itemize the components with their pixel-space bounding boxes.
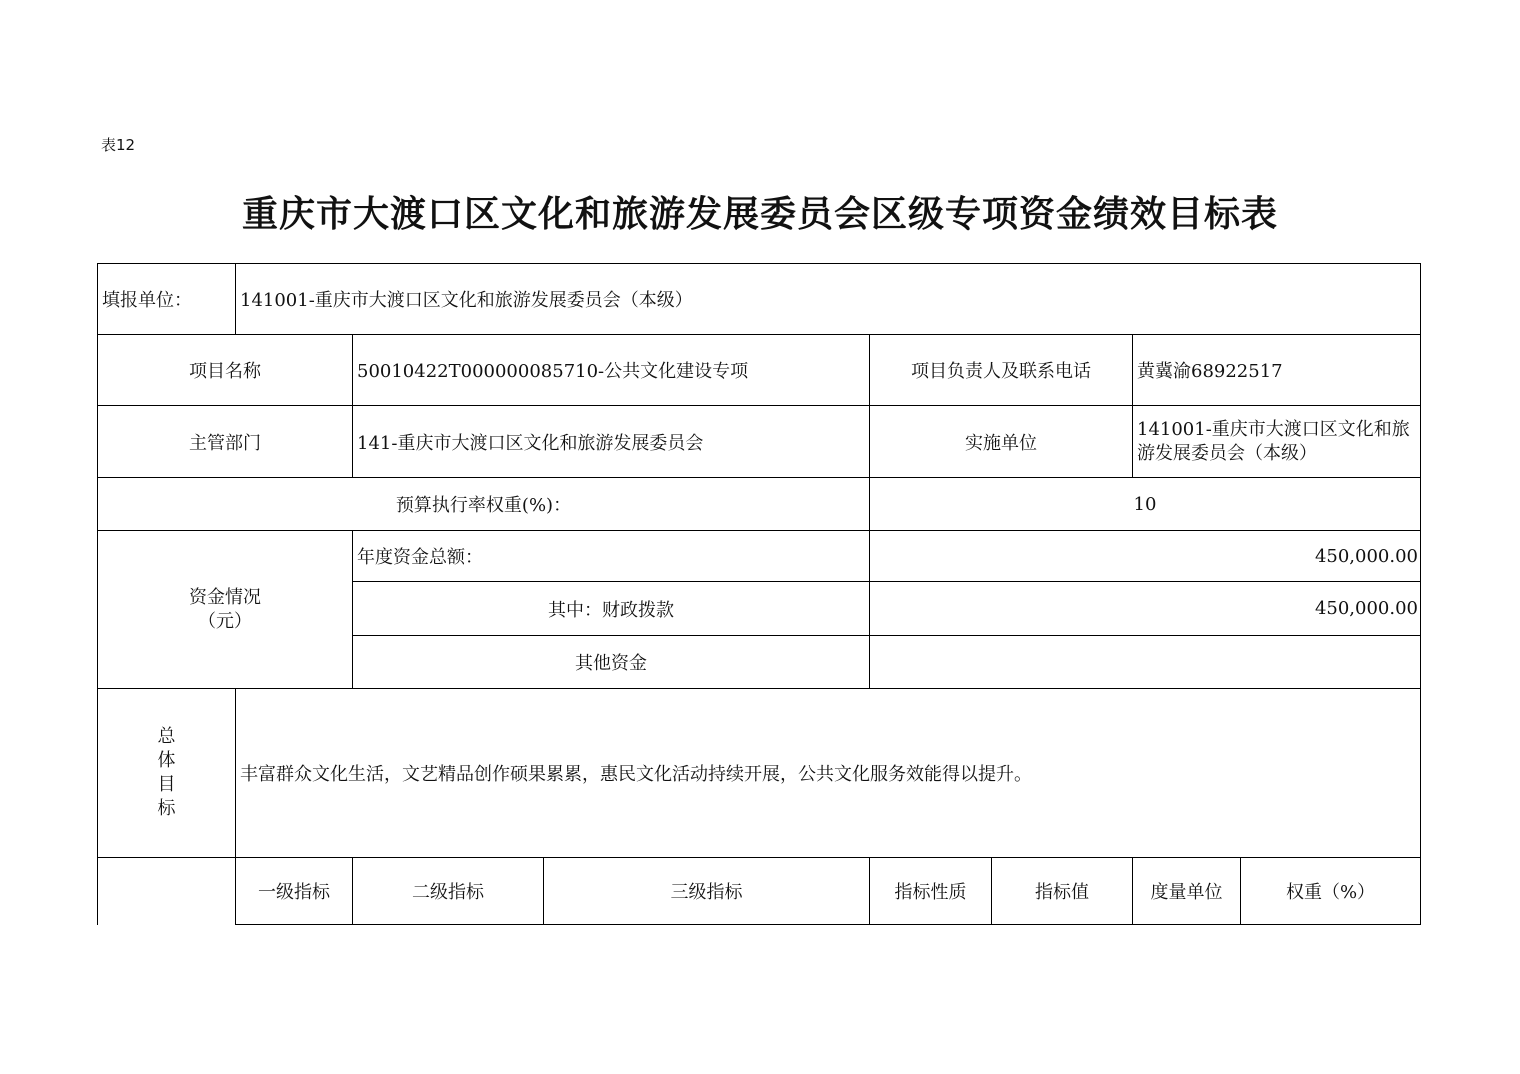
performance-target-table xyxy=(97,263,1421,925)
indicator-header-nature: 指标性质 xyxy=(870,858,992,925)
owner-value: 黄冀渝68922517 xyxy=(1133,335,1421,406)
project-name-label: 项目名称 xyxy=(98,335,353,406)
indicator-header-level3: 三级指标 xyxy=(544,858,870,925)
funds-label xyxy=(98,531,353,689)
project-name-value: 50010422T000000085710-公共文化建设专项 xyxy=(353,335,870,406)
budget-weight-value: 10 xyxy=(870,478,1421,531)
goal-label-char: 体 xyxy=(157,750,176,771)
other-funds-label: 其他资金 xyxy=(353,636,870,689)
funds-label-line2: （元） xyxy=(198,610,252,632)
page-title: 重庆市大渡口区文化和旅游发展委员会区级专项资金绩效目标表 xyxy=(241,194,1278,235)
indicator-header-level2: 二级指标 xyxy=(353,858,544,925)
indicator-header-level1: 一级指标 xyxy=(236,858,353,925)
annual-total-label: 年度资金总额： xyxy=(353,531,870,582)
overall-goal-row xyxy=(98,689,1421,858)
indicator-blank-cell xyxy=(98,858,236,925)
dept-label: 主管部门 xyxy=(98,406,353,478)
dept-value: 141-重庆市大渡口区文化和旅游发展委员会 xyxy=(353,406,870,478)
annual-total-row xyxy=(98,531,1421,582)
department-row xyxy=(98,406,1421,478)
unit-row xyxy=(98,264,1421,335)
table-number: 表12 xyxy=(101,136,136,154)
indicator-header-weight: 权重（%） xyxy=(1241,858,1421,925)
indicator-header-row xyxy=(98,858,1421,925)
budget-weight-label: 预算执行率权重(%)： xyxy=(98,478,870,531)
impl-label: 实施单位 xyxy=(870,406,1133,478)
other-funds-value xyxy=(870,636,1421,689)
owner-label: 项目负责人及联系电话 xyxy=(870,335,1133,406)
fiscal-value: 450,000.00 xyxy=(870,582,1421,636)
annual-total-value: 450,000.00 xyxy=(870,531,1421,582)
goal-label-char: 目 xyxy=(157,774,176,795)
budget-weight-row xyxy=(98,478,1421,531)
funds-label-line1: 资金情况 xyxy=(189,586,261,608)
project-name-row xyxy=(98,335,1421,406)
impl-value: 141001-重庆市大渡口区文化和旅游发展委员会（本级） xyxy=(1133,406,1421,478)
unit-label: 填报单位： xyxy=(98,264,236,335)
unit-value: 141001-重庆市大渡口区文化和旅游发展委员会（本级） xyxy=(236,264,1421,335)
overall-goal-value: 丰富群众文化生活，文艺精品创作硕果累累，惠民文化活动持续开展，公共文化服务效能得以提升。 xyxy=(236,689,1421,858)
indicator-header-value: 指标值 xyxy=(992,858,1133,925)
indicator-header-unit: 度量单位 xyxy=(1133,858,1241,925)
overall-goal-label xyxy=(98,689,236,858)
goal-label-char: 标 xyxy=(157,798,176,819)
goal-label-char: 总 xyxy=(157,726,176,747)
fiscal-label: 其中：财政拨款 xyxy=(353,582,870,636)
